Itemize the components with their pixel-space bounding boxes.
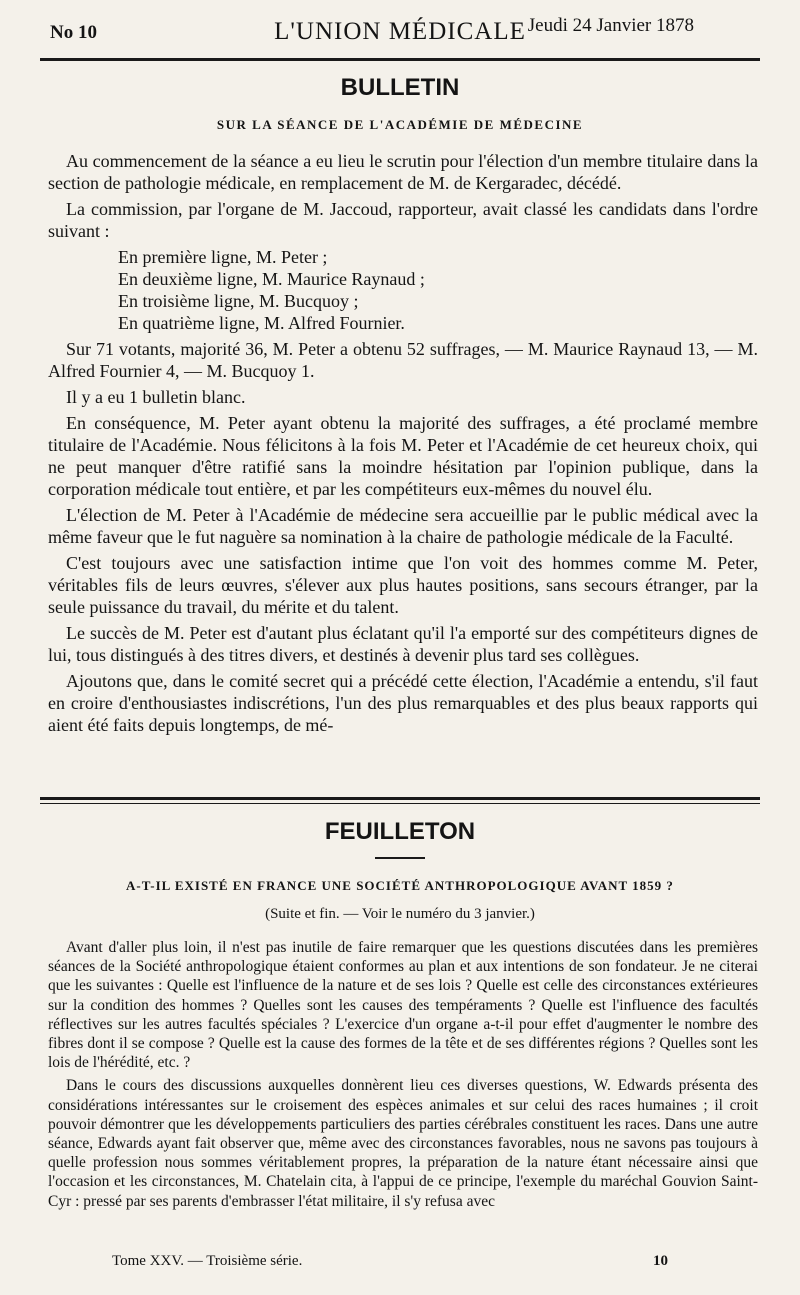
feuilleton-rule-bottom	[40, 803, 760, 804]
page-footer	[0, 1253, 800, 1277]
volume-series: Tome XXV. — Troisième série.	[112, 1253, 303, 1269]
issue-date: Jeudi 24 Janvier 1878	[527, 15, 694, 36]
masthead-rule	[40, 58, 760, 61]
masthead	[0, 12, 800, 48]
page-number: 10	[653, 1253, 668, 1269]
issue-number: No 10	[50, 22, 97, 43]
bulletin-paragraph: Il y a eu 1 bulletin blanc.	[66, 387, 246, 407]
bulletin-paragraph: C'est toujours avec une satisfaction intime que l'on voit des hommes comme M. Peter, véritables fils de leurs œuvres, s'élever aux plus hautes positions, sans secours étranger, par la seule puissance du travail, du mérite et du talent.	[48, 553, 758, 617]
title-dash	[375, 857, 425, 859]
candidate-list-item: En quatrième ligne, M. Alfred Fournier.	[118, 313, 405, 333]
candidate-list-item: En deuxième ligne, M. Maurice Raynaud ;	[118, 269, 425, 289]
candidate-list-item: En troisième ligne, M. Bucquoy ;	[118, 291, 359, 311]
feuilleton-body	[48, 938, 758, 1215]
feuilleton-paragraph: Avant d'aller plus loin, il n'est pas inutile de faire remarquer que les questions discutées dans les premières séances de la Société anthropologique étaient conformes au plan et aux intentions de son fondateur. Je ne citerai que les suivantes : Quelle est l'influence de la nature et de ses lois ? Quelle est celle des circonstances extérieures sur la condition des hommes ? Quelles sont les causes des tempéraments ? Quelle est l'influence des facultés réflectives sur les autres facultés spéciales ? L'exercice d'un organe a-t-il pour effet d'augmenter le nombre des fibres dont il se compose ? Quelle est la cause des formes de la tête et de ses différentes régions ? Quelles sont les lois de l'hérédité, etc. ?	[48, 939, 758, 1072]
bulletin-paragraph: Le succès de M. Peter est d'autant plus éclatant qu'il l'a emporté sur des compétiteurs dignes de lui, tous distingués à des titres divers, et destinés à devenir plus tard ses collègues.	[48, 623, 758, 665]
bulletin-paragraph: Ajoutons que, dans le comité secret qui a précédé cette élection, l'Académie a entendu, s'il faut en croire d'enthousiastes indiscrétions, l'un des plus remarquables et des plus beaux rapports qui aient été faits depuis longtemps, de mé-	[48, 671, 758, 735]
bulletin-paragraph: La commission, par l'organe de M. Jaccoud, rapporteur, avait classé les candidats dans l'ordre suivant :	[48, 199, 758, 241]
bulletin-title: BULLETIN	[340, 74, 460, 101]
bulletin-body	[48, 150, 758, 740]
bulletin-paragraph: Sur 71 votants, majorité 36, M. Peter a obtenu 52 suffrages, — M. Maurice Raynaud 13, — M. Alfred Fournier 4, — M. Bucquoy 1.	[48, 339, 758, 381]
newspaper-title: L'UNION MÉDICALE	[274, 18, 526, 45]
bulletin-paragraph: L'élection de M. Peter à l'Académie de médecine sera accueillie par le public médical avec la même faveur que le fut naguère sa nomination à la chaire de pathologie médicale de la Faculté.	[48, 505, 758, 547]
feuilleton-subtitle: A-T-IL EXISTÉ EN FRANCE UNE SOCIÉTÉ ANTHROPOLOGIQUE AVANT 1859 ?	[126, 878, 674, 893]
feuilleton-paragraph: Dans le cours des discussions auxquelles donnèrent lieu ces diverses questions, W. Edwards présenta des considérations intéressantes sur le croisement des espèces animales et sur celui des races humaines ; il croit pouvoir démontrer que les développements particuliers des parties cérébrales constituent les races. Dans une autre séance, Edwards ayant fait observer que, même avec des circonstances favorables, nous ne savons pas toujours à quelle profession nous sommes véritablement propres, la préparation de la nature étant nécessaire ainsi que l'occasion et les circonstances, M. Chatelain cita, à l'appui de ce principe, l'exemple du maréchal Gouvion Saint-Cyr : pressé par ses parents d'embrasser l'état militaire, il s'y refusa avec	[48, 1077, 758, 1210]
bulletin-paragraph: Au commencement de la séance a eu lieu le scrutin pour l'élection d'un membre titulaire dans la section de pathologie médicale, en remplacement de M. de Kergaradec, décédé.	[48, 151, 758, 193]
continuation-note: (Suite et fin. — Voir le numéro du 3 janvier.)	[265, 906, 535, 922]
feuilleton-title: FEUILLETON	[324, 818, 476, 845]
bulletin-subtitle: SUR LA SÉANCE DE L'ACADÉMIE DE MÉDECINE	[216, 117, 584, 132]
feuilleton-rule-top	[40, 797, 760, 800]
candidate-list-item: En première ligne, M. Peter ;	[118, 247, 328, 267]
bulletin-paragraph: En conséquence, M. Peter ayant obtenu la majorité des suffrages, a été proclamé membre titulaire de l'Académie. Nous félicitons à la fois M. Peter et l'Académie de cet heureux choix, qui ne peut manquer d'être ratifié sans la moindre hésitation par l'opinion publique, dans la corporation médicale tout entière, et par les compétiteurs eux-mêmes du nouvel élu.	[48, 413, 758, 499]
